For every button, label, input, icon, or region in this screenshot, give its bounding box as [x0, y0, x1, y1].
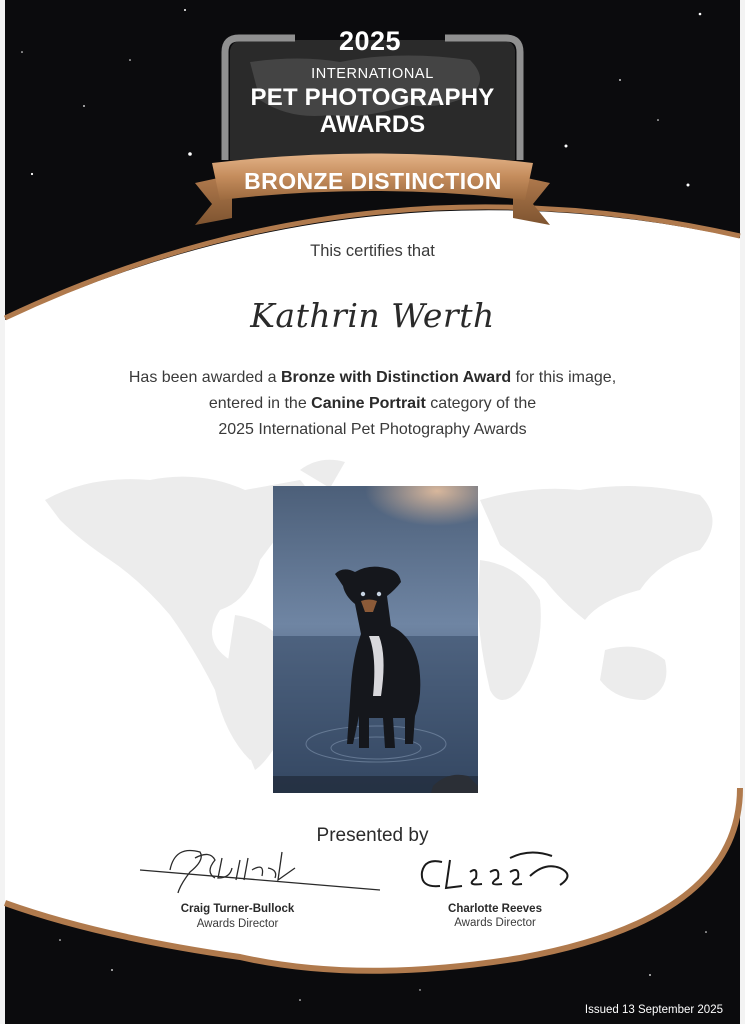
award-line-2	[60, 391, 685, 417]
award-category: Canine Portrait	[311, 395, 426, 412]
award-description	[60, 365, 685, 443]
logo-title: PET PHOTOGRAPHY	[250, 84, 495, 111]
ribbon-label: BRONZE DISTINCTION	[244, 168, 502, 194]
award-text-part: for this image,	[511, 369, 617, 386]
signatory-name: Craig Turner-Bullock	[180, 903, 295, 915]
award-text-part: category of the	[425, 395, 537, 412]
presented-by: Presented by	[316, 825, 429, 846]
signatory-name: Charlotte Reeves	[448, 903, 542, 915]
award-line-3: 2025 International Pet Photography Awards	[218, 421, 527, 438]
award-name: Bronze with Distinction Award	[280, 369, 512, 386]
signatory-role: Awards Director	[196, 918, 279, 930]
award-text-part: Has been awarded a	[128, 369, 281, 386]
logo-title-awards: AWARDS	[319, 111, 426, 138]
logo-year: 2025	[338, 26, 402, 56]
certifies-text: This certifies that	[310, 242, 435, 260]
logo-subtitle: INTERNATIONAL	[311, 66, 434, 82]
dog-photo-image	[273, 486, 478, 793]
award-text-part: entered in the	[208, 395, 312, 412]
recipient-name: Kathrin Werth	[250, 296, 495, 335]
award-photo	[273, 486, 478, 793]
award-line-1	[60, 365, 685, 391]
signatory-role: Awards Director	[454, 917, 536, 929]
issued-date: Issued 13 September 2025	[584, 1004, 723, 1016]
